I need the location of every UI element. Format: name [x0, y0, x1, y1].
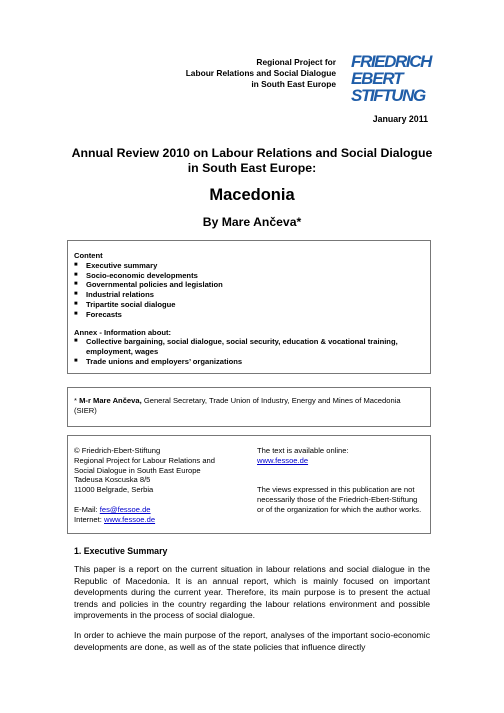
internet-row	[74, 515, 250, 525]
contents-item: ■ Forecasts	[74, 309, 122, 319]
contents-item: ■ Industrial relations	[74, 290, 154, 300]
imprint-line: 11000 Belgrade, Serbia	[74, 485, 154, 495]
internet-label: Internet:	[74, 514, 102, 524]
document-date: January 2011	[372, 114, 428, 124]
email-link[interactable]: fes@fessoe.de	[99, 504, 151, 514]
logo-line-1: FRIEDRICH	[351, 52, 431, 71]
logo-line-2: EBERT	[351, 69, 403, 88]
footnote-name: M-r Mare Ančeva,	[79, 396, 142, 405]
annex-item: ■ Collective bargaining, social dialogue, social security, education & vocational training, employment, wages	[74, 337, 398, 357]
contents-item: ■ Governmental policies and legislation	[74, 280, 223, 290]
author-line: By Mare Ančeva*	[202, 215, 302, 229]
bullet-icon: ■	[74, 271, 78, 278]
annex-item: ■ Trade unions and employers’ organizations	[74, 356, 243, 366]
contents-box	[67, 240, 431, 374]
imprint-line: © Friedrich-Ebert-Stiftung	[74, 446, 161, 455]
author-footnote-box	[67, 387, 431, 427]
bullet-icon: ■	[74, 357, 78, 364]
annex-heading: Annex - Information about:	[74, 327, 172, 337]
contents-heading: Content	[74, 251, 103, 260]
bullet-icon: ■	[74, 338, 78, 345]
title-line-2: in South East Europe:	[187, 161, 317, 175]
email-row	[74, 505, 250, 515]
section-heading: 1. Executive Summary	[74, 546, 168, 556]
disclaimer-text: The views expressed in this publication are not necessarily those of the Friedrich-Ebert-Stiftung or of the organization for which the author works.	[257, 485, 422, 514]
footnote-star: *	[74, 396, 77, 405]
project-line-3: in South East Europe	[251, 79, 336, 89]
bullet-icon: ■	[74, 291, 78, 298]
fes-logo	[351, 52, 435, 106]
imprint-address	[74, 446, 250, 524]
imprint-online-info	[257, 446, 425, 515]
project-header	[136, 57, 336, 90]
bullet-icon: ■	[74, 310, 78, 317]
imprint-line: Tadeusa Koscuska 8/5	[74, 475, 151, 485]
bullet-icon: ■	[74, 261, 78, 268]
imprint-line: Social Dialogue in South East Europe	[74, 465, 201, 475]
internet-link[interactable]: www.fessoe.de	[104, 514, 156, 524]
title-line-1: Annual Review 2010 on Labour Relations and Social Dialogue	[71, 146, 433, 160]
contents-item: ■ Executive summary	[74, 260, 158, 270]
email-label: E-Mail:	[74, 504, 98, 514]
footnote-text: General Secretary, Trade Union of Industry, Energy and Mines of Macedonia (SIER)	[74, 396, 401, 415]
imprint-line: Regional Project for Labour Relations and	[74, 455, 215, 465]
document-title	[60, 146, 444, 176]
paragraph: In order to achieve the main purpose of the report, analyses of the important socio-economic developments are done, as well as of the state policies that influence directly	[74, 630, 430, 652]
country-title: Macedonia	[209, 186, 295, 204]
bullet-icon: ■	[74, 281, 78, 288]
online-link[interactable]: www.fessoe.de	[257, 455, 309, 465]
contents-item: ■ Tripartite social dialogue	[74, 299, 176, 309]
logo-line-3: STIFTUNG	[351, 86, 425, 105]
imprint-box	[67, 435, 431, 534]
paragraph: This paper is a report on the current situation in labour relations and social dialogue in the Republic of Macedonia. It is an annual report, which is mainly focused on important developments during the current year. Therefore, its main purpose is to present the actual trends and policies in the country regarding the labour relations environment and possible improvements in the process of social dialogue.	[74, 564, 430, 620]
bullet-icon: ■	[74, 300, 78, 307]
contents-item: ■ Socio-economic developments	[74, 270, 198, 280]
project-line-2: Labour Relations and Social Dialogue	[185, 68, 336, 78]
online-label: The text is available online:	[257, 446, 349, 455]
project-line-1: Regional Project for	[256, 57, 336, 67]
